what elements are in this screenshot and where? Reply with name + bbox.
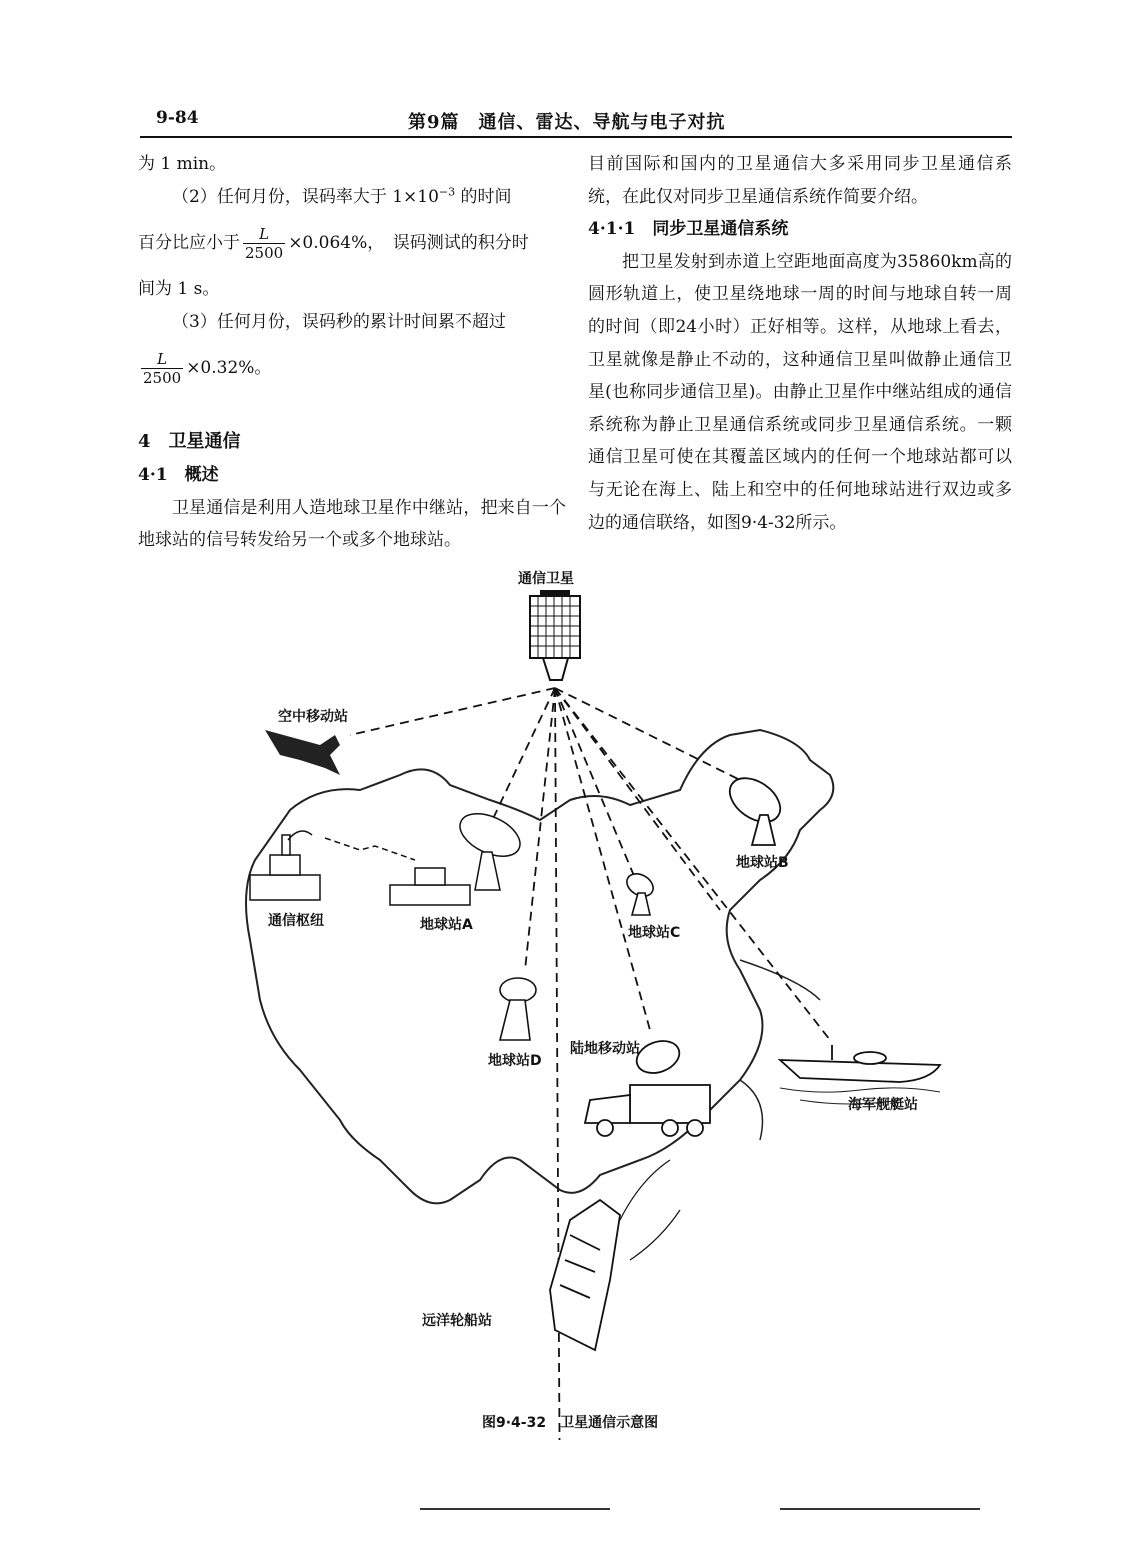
item-3: （3）任何月份，误码秒的累计时间累不超过: [172, 311, 506, 332]
exponent: −3: [438, 184, 456, 198]
coastline: [740, 960, 820, 1140]
figure-caption: 图9·4-32 卫星通信示意图: [482, 1415, 659, 1431]
station-d-dish-icon: [500, 978, 536, 1040]
figure-drawing: [200, 560, 960, 1440]
header-rule: [140, 136, 1012, 138]
body-paragraph: 把卫星发射到赤道上空距地面高度为35860km高的圆形轨道上，使卫星绕地球一周的时间与地球自转一周的时间（即24小时）正好相等。这样，从地球上看去，卫星就像是静止不动的，这种通信卫星叫做静止通信卫星(也称同步通信卫星)。由静止卫星作中继站组成的通信系统称为静止卫星通信系统或同步卫星通信系统。一颗通信卫星可使在其覆盖区域内的任何一个地球站都可以与无论在海上、陆上和空中的任何地球站进行双边或多边的通信联络，如图9·4-32所示。: [588, 251, 1012, 533]
label-hub: 通信枢纽: [268, 913, 324, 929]
subsection-title: 4·1·1 同步卫星通信系统: [588, 219, 789, 240]
airplane-icon: [265, 730, 340, 775]
formula-suffix: ×0.064%， 误码测试的积分时: [288, 232, 529, 253]
body-paragraph: 卫星通信是利用人造地球卫星作中继站，把来自一个地球站的信号转发给另一个或多个地球站。: [138, 497, 566, 551]
item-2: [138, 181, 566, 214]
left-column: [138, 148, 566, 557]
fraction-denominator: 2500: [245, 243, 284, 262]
formula-suffix: ×0.32%。: [186, 358, 272, 379]
right-column: [588, 148, 1012, 539]
fraction-numerator: L: [259, 224, 270, 243]
label-station-a: 地球站A: [420, 917, 473, 933]
microwave-link: [325, 838, 415, 860]
footer-rule: [420, 1508, 610, 1510]
label-station-d: 地球站D: [488, 1053, 542, 1069]
label-station-b: 地球站B: [736, 855, 789, 871]
formula-line-2: [138, 338, 566, 398]
naval-ship-icon: [780, 1045, 940, 1082]
fraction-numerator: L: [157, 349, 168, 368]
label-satellite: 通信卫星: [518, 571, 574, 587]
page-header: [130, 108, 1010, 132]
item-2-text-end: 的时间: [455, 186, 512, 207]
hub-buildings-icon: [250, 831, 320, 900]
formula-line-1: [138, 213, 566, 273]
running-title: 第9篇 通信、雷达、导航与电子对抗: [408, 112, 726, 133]
label-ocean-ship: 远洋轮船站: [422, 1313, 492, 1329]
station-a-icon: [390, 805, 527, 905]
station-c-dish-icon: [623, 869, 657, 915]
body-paragraph: 目前国际和国内的卫星通信大多采用同步卫星通信系统，在此仅对同步卫星通信系统作简要介绍。: [588, 154, 1012, 207]
label-station-c: 地球站C: [628, 925, 681, 941]
station-b-dish-icon: [722, 769, 789, 845]
subsection-title: 4·1 概述: [138, 464, 219, 485]
item-2-text: （2）任何月份，误码率大于 1×10: [172, 186, 439, 207]
page-number: 9-84: [156, 108, 199, 128]
fraction: [243, 225, 285, 262]
label-air-station: 空中移动站: [278, 709, 348, 725]
text-line: 间为 1 s。: [138, 279, 220, 300]
label-land-mobile: 陆地移动站: [570, 1041, 640, 1057]
text-line: 为 1 min。: [138, 154, 227, 174]
satellite-icon: [530, 590, 580, 680]
footer-rule: [780, 1508, 980, 1510]
formula-prefix: 百分比应小于: [138, 232, 240, 253]
fraction-denominator: 2500: [143, 368, 182, 387]
fraction: [141, 350, 183, 387]
label-naval: 海军舰艇站: [848, 1097, 918, 1113]
section-title: 4 卫星通信: [138, 431, 241, 453]
ocean-ship-icon: [550, 1160, 680, 1350]
satellite-communication-figure: [200, 560, 960, 1440]
